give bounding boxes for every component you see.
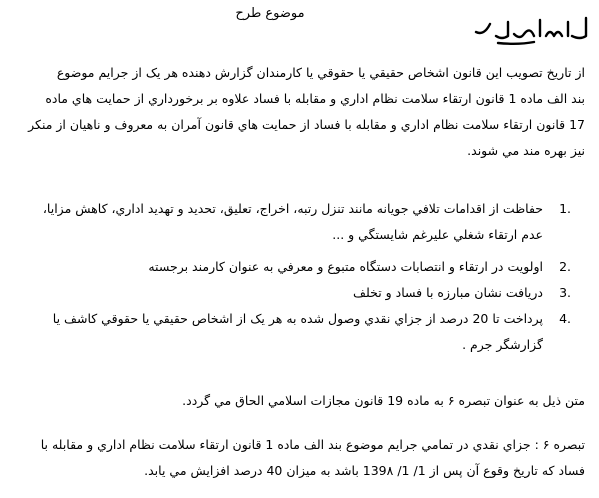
list-item	[10, 196, 585, 248]
intro-line: نيز بهره مند مي شوند.	[467, 143, 585, 158]
list-item-number: 2.	[559, 259, 571, 274]
intro-paragraph	[28, 60, 585, 164]
list-item-line: گزارشگر جرم .	[462, 337, 543, 352]
basmala-calligraphy	[468, 14, 592, 46]
list-item	[10, 306, 585, 358]
intro-line: 17 قانون ارتقاء سلامت نظام اداري و مقابله با فساد از حمايت هاي قانون آمران به معروف و ناهيان از منكر	[28, 117, 585, 132]
list-item-number: 3.	[559, 285, 571, 300]
list-item-number: 4.	[559, 311, 571, 326]
list-item-line: عدم ارتقاء شغلي عليرغم شايستگي و ...	[332, 227, 543, 242]
intro-line: از تاريخ تصويب اين قانون اشخاص حقيقي يا حقوقي يا كارمندان گزارش دهنده هر يک از جرايم موضوع	[56, 65, 585, 80]
list-item-line: دريافت نشان مبارزه با فساد و تخلف	[353, 285, 543, 300]
note-paragraph	[41, 432, 585, 484]
note-line: تبصره ۶ : جزاي نقدي در تمامي جرايم موضوع بند الف ماده 1 قانون ارتقاء سلامت نظام اداري و مقابله با	[40, 437, 585, 452]
note-line: فساد كه تاريخ وقوع آن پس از 1/ 1/ 139۸ باشد به ميزان 40 درصد افزايش مي يابد.	[144, 463, 585, 478]
benefits-list	[10, 196, 585, 358]
list-item-line: حفاظت از اقدامات تلافي جويانه مانند تنزل رتبه، اخراج، تعليق، تحديد و تهديد اداري، كاهش مزايا،	[42, 201, 543, 216]
list-item-number: 1.	[559, 201, 571, 216]
list-item-line: پرداخت تا 20 درصد از جزاي نقدي وصول شده به هر يک از اشخاص حقيقي يا حقوقي كاشف يا	[52, 311, 543, 326]
list-item	[10, 254, 585, 280]
reference-line: متن ذيل به عنوان تبصره ۶ به ماده 19 قانون مجازات اسلامي الحاق مي گردد.	[182, 393, 585, 408]
list-item	[10, 280, 585, 306]
intro-line: بند الف ماده 1 قانون ارتقاء سلامت نظام اداري و مقابله با فساد علاوه بر برخورداري از حمايت هاي ماده	[45, 91, 585, 106]
list-item-line: اولويت در ارتقاء و انتصابات دستگاه متبوع و معرفي به عنوان كارمند برجسته	[148, 259, 543, 274]
document-title: موضوع طرح	[235, 6, 305, 21]
